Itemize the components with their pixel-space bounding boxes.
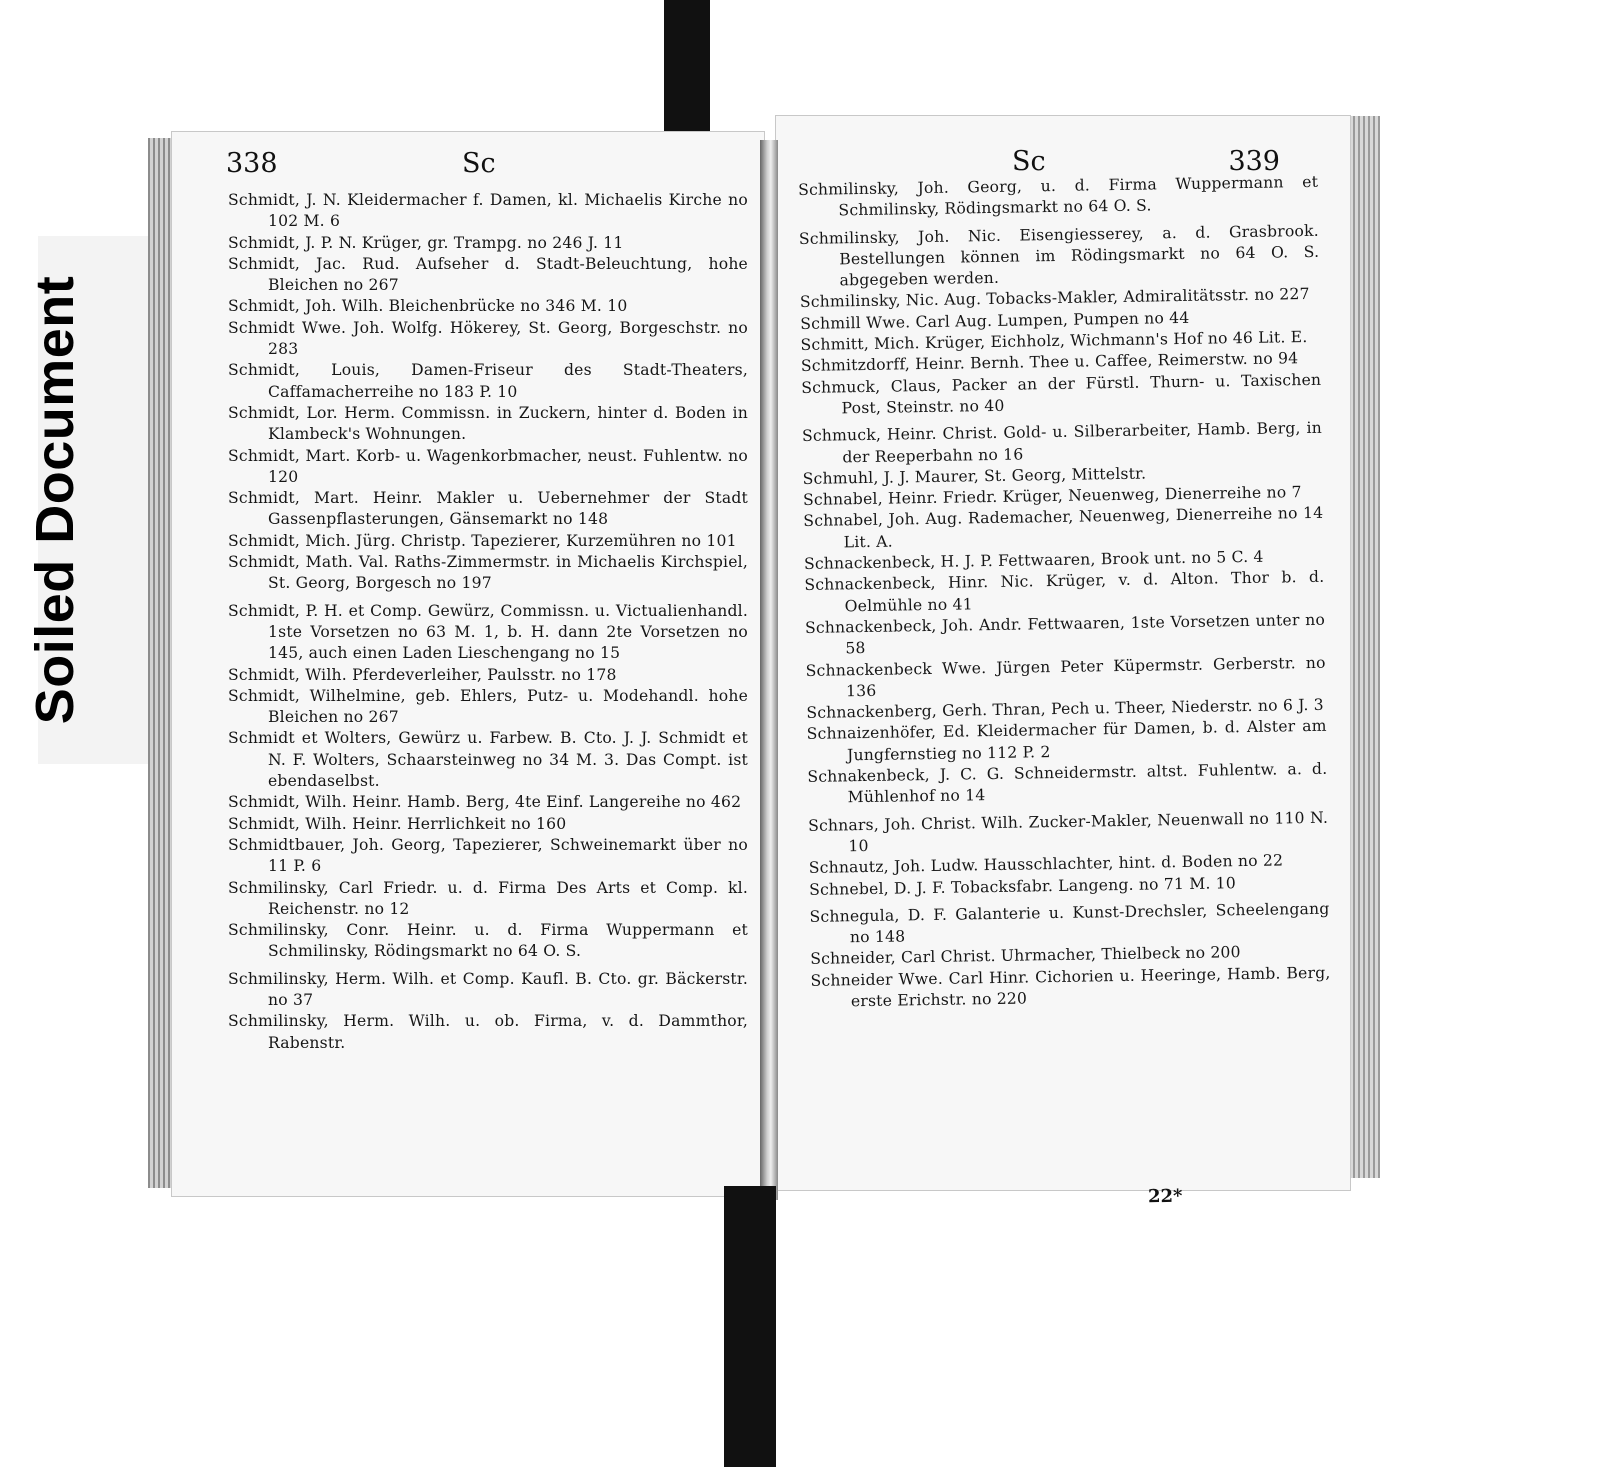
directory-entry: Schnackenbeck Wwe. Jürgen Peter Küpermstr. Gerberstr. no 136 <box>805 653 1326 701</box>
directory-entry: Schmidt, Mich. Jürg. Christp. Tapezierer, Kurzemühren no 101 <box>228 531 737 550</box>
directory-entry: Schmidt, Louis, Damen-Friseur des Stadt-Theaters, Caffamacherreihe no 183 P. 10 <box>228 361 748 401</box>
directory-entry: Schmuck, Heinr. Christ. Gold- u. Silberarbeiter, Hamb. Berg, in der Reeperbahn no 16 <box>801 419 1323 466</box>
directory-entry: Schnautz, Joh. Ludw. Hausschlachter, hint. d. Boden no 22 <box>808 851 1284 878</box>
soiled-document-label: Soiled Document <box>25 275 85 725</box>
directory-entry: Schnaizenhöfer, Ed. Kleidermacher für Damen, b. d. Alster am Jungfernstieg no 112 P. 2 <box>806 717 1327 765</box>
directory-entry: Schmidt, Joh. Wilh. Bleichenbrücke no 346 M. 10 <box>228 297 628 316</box>
directory-entry: Schnakenbeck, J. C. G. Schneidermstr. altst. Fuhlentw. a. d. Mühlenhof no 14 <box>807 759 1328 807</box>
directory-entry-list <box>228 190 748 1054</box>
directory-entry: Schmilinsky, Herm. Wilh. et Comp. Kaufl. B. Cto. gr. Bäckerstr. no 37 <box>228 969 748 1009</box>
black-binding-strap-top <box>664 0 710 150</box>
book-gutter <box>760 140 778 1200</box>
signature-mark: 22* <box>1147 1185 1183 1208</box>
directory-entry: Schmidt, Wilhelmine, geb. Ehlers, Putz- u. Modehandl. hohe Bleichen no 267 <box>228 686 748 727</box>
running-head: Sc <box>1012 146 1046 177</box>
directory-entry: Schmilinsky, Joh. Georg, u. d. Firma Wuppermann et Schmilinsky, Rödingsmarkt no 64 O. S. <box>798 172 1319 220</box>
directory-entry: Schmill Wwe. Carl Aug. Lumpen, Pumpen no 44 <box>800 308 1190 333</box>
right-page <box>776 116 1350 1208</box>
directory-entry: Schmidt, Wilh. Heinr. Hamb. Berg, 4te Einf. Langereihe no 462 <box>228 793 742 812</box>
directory-entry: Schnabel, Heinr. Friedr. Krüger, Neuenweg, Dienerreihe no 7 <box>802 483 1302 510</box>
directory-entry-list <box>798 172 1331 1013</box>
directory-entry: Schmidt, Lor. Herm. Commissn. in Zuckern, hinter d. Boden in Klambeck's Wohnungen. <box>228 403 748 444</box>
black-binding-strap-bottom <box>724 1186 776 1467</box>
right-page-edge <box>1350 116 1380 1178</box>
directory-entry: Schnars, Joh. Christ. Wilh. Zucker-Makler, Neuenwall no 110 N. 10 <box>807 808 1329 856</box>
directory-entry: Schneider, Carl Christ. Uhrmacher, Thielbeck no 200 <box>810 943 1241 969</box>
directory-entry: Schmidt Wwe. Joh. Wolfg. Hökerey, St. Georg, Borgeschstr. no 283 <box>228 318 748 359</box>
directory-entry: Schmidt, J. N. Kleidermacher f. Damen, kl. Michaelis Kirche no 102 M. 6 <box>228 191 748 231</box>
directory-entry: Schnackenbeck, H. J. P. Fettwaaren, Brook unt. no 5 C. 4 <box>803 547 1264 573</box>
directory-entry: Schmidt et Wolters, Gewürz u. Farbew. B. Cto. J. J. Schmidt et N. F. Wolters, Schaarsteinweg no 34 M. 3. Das Compt. ist ebendaselbst. <box>228 729 748 791</box>
directory-entry: Schmidt, Jac. Rud. Aufseher d. Stadt-Beleuchtung, hohe Bleichen no 267 <box>228 254 748 295</box>
directory-entry: Schmuhl, J. J. Maurer, St. Georg, Mittelstr. <box>802 464 1147 488</box>
directory-entry: Schmilinsky, Carl Friedr. u. d. Firma Des Arts et Comp. kl. Reichenstr. no 12 <box>228 878 748 918</box>
page-number: 339 <box>1228 146 1280 177</box>
directory-entry: Schmitt, Mich. Krüger, Eichholz, Wichmann's Hof no 46 Lit. E. <box>800 328 1308 355</box>
directory-entry: Schnegula, D. F. Galanterie u. Kunst-Drechsler, Scheelengang no 148 <box>809 899 1330 947</box>
left-page <box>172 132 764 1196</box>
directory-entry: Schmidt, Mart. Korb- u. Wagenkorbmacher, neust. Fuhlentw. no 120 <box>228 446 748 486</box>
directory-entry: Schmidt, Wilh. Pferdeverleiher, Paulsstr. no 178 <box>228 665 617 684</box>
directory-entry: Schmidt, Wilh. Heinr. Herrlichkeit no 160 <box>228 814 567 833</box>
directory-entry: Schmidt, Mart. Heinr. Makler u. Uebernehmer der Stadt Gassenpflasterungen, Gänsemarkt no 148 <box>228 489 748 529</box>
directory-entry: Schmilinsky, Joh. Nic. Eisengiesserey, a. d. Grasbrook. Bestellungen können im Rödingsmarkt no 64 O. S. abgegeben werden. <box>798 221 1320 290</box>
directory-entry: Schmidt, J. P. N. Krüger, gr. Trampg. no 246 J. 11 <box>228 233 624 252</box>
directory-entry: Schnackenbeck, Joh. Andr. Fettwaaren, 1ste Vorsetzen unter no 58 <box>804 610 1326 658</box>
directory-entry: Schmidt, Math. Val. Raths-Zimmermstr. in Michaelis Kirchspiel, St. Georg, Borgesch no 197 <box>228 553 748 593</box>
directory-entry: Schmuck, Claus, Packer an der Fürstl. Thurn- u. Taxischen Post, Steinstr. no 40 <box>801 370 1322 418</box>
directory-entry: Schnackenbeck, Hinr. Nic. Krüger, v. d. Alton. Thor b. d. Oelmühle no 41 <box>804 568 1325 615</box>
page-number: 338 <box>226 148 278 179</box>
running-head: Sc <box>462 148 496 179</box>
directory-entry: Schmidtbauer, Joh. Georg, Tapezierer, Schweinemarkt über no 11 P. 6 <box>228 835 748 876</box>
directory-entry: Schnebel, D. J. F. Tobacksfabr. Langeng. no 71 M. 10 <box>809 873 1237 899</box>
directory-entry: Schmilinsky, Conr. Heinr. u. d. Firma Wuppermann et Schmilinsky, Rödingsmarkt no 64 O. S. <box>228 921 748 961</box>
directory-entry: Schneider Wwe. Carl Hinr. Cichorien u. Heeringe, Hamb. Berg, erste Erichstr. no 220 <box>810 963 1331 1011</box>
directory-entry: Schmilinsky, Nic. Aug. Tobacks-Makler, Admiralitätsstr. no 227 <box>799 285 1310 312</box>
directory-entry: Schnabel, Joh. Aug. Rademacher, Neuenweg, Dienerreihe no 14 Lit. A. <box>803 504 1324 552</box>
directory-entry: Schmidt, P. H. et Comp. Gewürz, Commissn. u. Victualienhandl. 1ste Vorsetzen no 63 M. 1, b. H. dann 2te Vorsetzen no 145, auch einen Laden Lieschengang no 15 <box>228 601 748 663</box>
directory-entry: Schnackenberg, Gerh. Thran, Pech u. Theer, Niederstr. no 6 J. 3 <box>806 695 1324 723</box>
directory-entry: Schmilinsky, Herm. Wilh. u. ob. Firma, v. d. Dammthor, Rabenstr. <box>228 1012 748 1052</box>
directory-entry: Schmitzdorff, Heinr. Bernh. Thee u. Caffee, Reimerstw. no 94 <box>800 349 1299 376</box>
